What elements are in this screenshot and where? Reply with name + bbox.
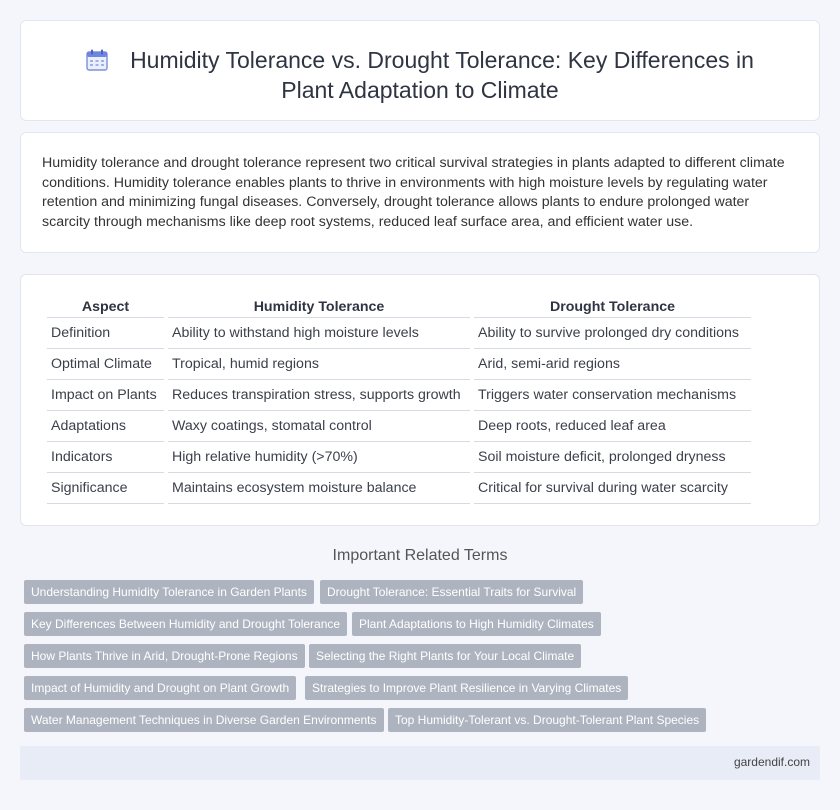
table-cell: Significance bbox=[47, 473, 164, 504]
table-cell: Triggers water conservation mechanisms bbox=[474, 380, 751, 411]
table-cell: Reduces transpiration stress, supports growth bbox=[168, 380, 470, 411]
related-term-link[interactable]: Impact of Humidity and Drought on Plant Growth bbox=[24, 676, 296, 700]
intro-card bbox=[20, 132, 820, 253]
calendar-icon bbox=[86, 49, 108, 71]
table-row bbox=[47, 473, 751, 504]
table-cell: Impact on Plants bbox=[47, 380, 164, 411]
table-cell: Ability to withstand high moisture levels bbox=[168, 318, 470, 349]
table-header-row bbox=[47, 296, 751, 318]
related-terms-title: Important Related Terms bbox=[332, 547, 508, 564]
related-term-link[interactable]: Understanding Humidity Tolerance in Garden Plants bbox=[24, 580, 314, 604]
table-cell: Ability to survive prolonged dry conditions bbox=[474, 318, 751, 349]
page-title-text: Humidity Tolerance vs. Drought Tolerance: Key Differences in Plant Adaptation to Climate bbox=[130, 47, 754, 103]
related-term-link[interactable]: Water Management Techniques in Diverse Garden Environments bbox=[24, 708, 384, 732]
related-term-link[interactable]: Selecting the Right Plants for Your Local Climate bbox=[309, 644, 581, 668]
header-humidity-tolerance: Humidity Tolerance bbox=[168, 296, 470, 318]
table-cell: Adaptations bbox=[47, 411, 164, 442]
table-row bbox=[47, 442, 751, 473]
table-row bbox=[47, 411, 751, 442]
table-cell: Critical for survival during water scarcity bbox=[474, 473, 751, 504]
header-card bbox=[20, 20, 820, 121]
header-aspect: Aspect bbox=[47, 296, 164, 318]
related-term-link[interactable]: Drought Tolerance: Essential Traits for Survival bbox=[320, 580, 583, 604]
table-cell: Indicators bbox=[47, 442, 164, 473]
table-row bbox=[47, 318, 751, 349]
table-row bbox=[47, 349, 751, 380]
table-cell: Soil moisture deficit, prolonged dryness bbox=[474, 442, 751, 473]
table-cell: Arid, semi-arid regions bbox=[474, 349, 751, 380]
table-cell: Deep roots, reduced leaf area bbox=[474, 411, 751, 442]
header-drought-tolerance: Drought Tolerance bbox=[474, 296, 751, 318]
footer-site-link[interactable]: gardendif.com bbox=[733, 755, 810, 769]
table-cell: Waxy coatings, stomatal control bbox=[168, 411, 470, 442]
page-title bbox=[21, 45, 819, 105]
related-term-link[interactable]: How Plants Thrive in Arid, Drought-Prone Regions bbox=[24, 644, 305, 668]
table-row bbox=[47, 380, 751, 411]
table-cell: High relative humidity (>70%) bbox=[168, 442, 470, 473]
comparison-table-card bbox=[20, 274, 820, 526]
comparison-table bbox=[43, 296, 755, 504]
related-term-link[interactable]: Key Differences Between Humidity and Drought Tolerance bbox=[24, 612, 347, 636]
related-term-link[interactable]: Top Humidity-Tolerant vs. Drought-Tolerant Plant Species bbox=[388, 708, 706, 732]
related-term-link[interactable]: Strategies to Improve Plant Resilience in Varying Climates bbox=[305, 676, 628, 700]
table-cell: Optimal Climate bbox=[47, 349, 164, 380]
related-term-link[interactable]: Plant Adaptations to High Humidity Climates bbox=[352, 612, 601, 636]
footer bbox=[20, 746, 820, 780]
table-cell: Maintains ecosystem moisture balance bbox=[168, 473, 470, 504]
intro-paragraph: Humidity tolerance and drought tolerance represent two critical survival strategies in plants adapted to different climate conditions. Humidity tolerance enables plants to thrive in environments with high moisture levels by regulating water retention and minimizing fungal diseases. Conversely, drought tolerance allows plants to endure prolonged water scarcity through mechanisms like deep root systems, reduced leaf surface area, and efficient water use. bbox=[42, 155, 785, 230]
table-cell: Definition bbox=[47, 318, 164, 349]
table-cell: Tropical, humid regions bbox=[168, 349, 470, 380]
